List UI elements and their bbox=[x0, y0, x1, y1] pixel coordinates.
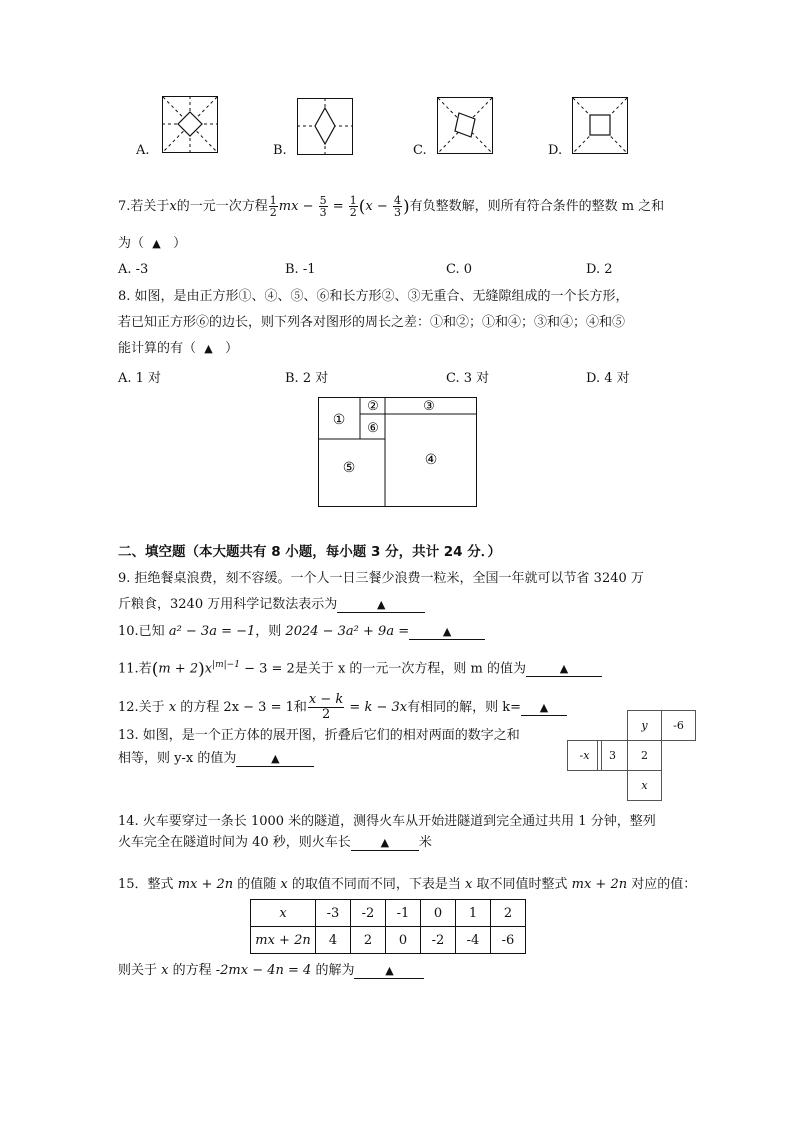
q6-figure-a bbox=[162, 96, 218, 153]
answer-marker: ▲ bbox=[204, 342, 213, 355]
fig-label-6: ⑥ bbox=[367, 421, 379, 436]
q7-line2: 为（ ▲ ） bbox=[118, 236, 187, 251]
q15-line1: 15．整式 mx + 2n 的值随 x 的取值不同而不同，下表是当 x 取不同值时整式 mx + 2n 对应的值： bbox=[118, 877, 697, 892]
table-row bbox=[251, 900, 526, 927]
q8-rectangle-figure bbox=[318, 397, 477, 507]
q13-answer-blank[interactable]: ▲ bbox=[236, 751, 314, 767]
q15-answer-blank[interactable]: ▲ bbox=[354, 963, 424, 979]
q9-line1: 9. 拒绝餐桌浪费，刻不容缓。一个人一日三餐少浪费一粒米，全国一年就可以节省 3240 万 bbox=[118, 571, 644, 586]
table-cell: -6 bbox=[491, 927, 526, 954]
cube-face-x: x bbox=[627, 770, 662, 801]
cube-face-y: y bbox=[627, 710, 662, 741]
q15-value-table bbox=[250, 899, 526, 954]
q6-option-c[interactable]: C. bbox=[413, 143, 427, 158]
q10-answer-blank[interactable]: ▲ bbox=[409, 624, 485, 640]
fig-label-2: ② bbox=[367, 399, 379, 414]
q8-option-d[interactable]: D. 4 对 bbox=[586, 371, 630, 386]
table-cell: 2 bbox=[351, 927, 386, 954]
q9-line2: 斤粮食，3240 万用科学记数法表示为 ▲ bbox=[118, 596, 425, 614]
folded-square-square bbox=[572, 97, 628, 154]
q6-figure-b bbox=[297, 98, 353, 155]
q8-line3: 能计算的有（ ▲ ） bbox=[118, 341, 239, 356]
q13-line1: 13. 如图，是一个正方体的展开图，折叠后它们的相对两面的数字之和 bbox=[118, 728, 520, 743]
table-cell: 2 bbox=[491, 900, 526, 927]
q6-option-d[interactable]: D. bbox=[548, 143, 563, 158]
q12-answer-blank[interactable]: ▲ bbox=[521, 700, 567, 716]
composite-rectangle bbox=[318, 397, 477, 507]
fig-label-1: ① bbox=[332, 412, 346, 428]
fig-label-3: ③ bbox=[423, 399, 435, 414]
q7-option-d[interactable]: D. 2 bbox=[586, 262, 613, 277]
table-cell: -3 bbox=[316, 900, 351, 927]
q8-line1: 8. 如图，是由正方形①、④、⑤、⑥和长方形②、③无重合、无缝隙组成的一个长方形， bbox=[118, 289, 629, 304]
answer-marker: ▲ bbox=[152, 237, 161, 250]
q6-option-b[interactable]: B. bbox=[273, 143, 287, 158]
folded-square-diamond-small bbox=[162, 96, 218, 153]
cube-face-neg6: -6 bbox=[661, 710, 696, 741]
q6-figure-d bbox=[572, 97, 628, 154]
table-cell: 1 bbox=[456, 900, 491, 927]
table-head-x: x bbox=[251, 900, 316, 927]
q7-equation: $\frac{1}{2}$ mx − $\frac{5}{3}$ = $\frac{1}{2}$ (x − $\frac{4}{3}$ ) bbox=[269, 194, 410, 219]
q6-figure-c bbox=[437, 97, 493, 154]
q13-cube-net bbox=[567, 710, 687, 802]
cube-face-3: 3 bbox=[597, 740, 628, 771]
q7-line1: 7.若关于x的一元一次方程 $\frac{1}{2}$ mx − $\frac{5}{3}$ = $\frac{1}{2}$ (x − $\frac{4}{3}$ )有负整数解，则所有符合条件的整数 m 之和 bbox=[118, 194, 665, 219]
q11-line: 11.若$(m + 2)x^{|m|-1} - 3 = 2$是关于 x 的一元一次方程，则 m 的值为 ▲ bbox=[118, 656, 602, 678]
q14-line2: 火车完全在隧道时间为 40 秒，则火车长 ▲ 米 bbox=[118, 835, 432, 850]
section-title-fill-in: 二、填空题（本大题共有 8 小题，每小题 3 分，共计 24 分．） bbox=[118, 544, 502, 560]
table-cell: -2 bbox=[421, 927, 456, 954]
q10-line: 10.已知 a² − 3a = −1，则 2024 − 3a² + 9a = ▲ bbox=[118, 623, 485, 641]
q14-line1: 14. 火车要穿过一条长 1000 米的隧道，测得火车从开始进隧道到完全通过共用 1 分钟，整列 bbox=[118, 814, 656, 829]
table-cell: 0 bbox=[421, 900, 456, 927]
q8-option-c[interactable]: C. 3 对 bbox=[446, 371, 490, 386]
q8-option-a[interactable]: A. 1 对 bbox=[118, 371, 162, 386]
q6-option-a[interactable]: A. bbox=[136, 143, 150, 158]
table-cell: 4 bbox=[316, 927, 351, 954]
q11-answer-blank[interactable]: ▲ bbox=[526, 661, 602, 677]
q12-line: 12.关于 x 的方程 2x − 3 = 1和 $\frac{x - k}{2}$ = k − 3x有相同的解，则 k= ▲ bbox=[118, 693, 567, 722]
table-cell: -2 bbox=[351, 900, 386, 927]
cube-face-2: 2 bbox=[627, 740, 662, 771]
q14-answer-blank[interactable]: ▲ bbox=[351, 835, 419, 851]
q9-answer-blank[interactable]: ▲ bbox=[337, 597, 425, 613]
table-cell: -1 bbox=[386, 900, 421, 927]
table-cell: -4 bbox=[456, 927, 491, 954]
table-row bbox=[251, 927, 526, 954]
table-cell: 0 bbox=[386, 927, 421, 954]
folded-square-rhombus-tilted bbox=[437, 97, 493, 154]
table-head-expr: mx + 2n bbox=[251, 927, 316, 954]
fig-label-5: ⑤ bbox=[342, 460, 356, 476]
q15-line2: 则关于 x 的方程 -2mx − 4n = 4 的解为 ▲ bbox=[118, 962, 424, 980]
folded-square-diamond-tall bbox=[297, 98, 353, 155]
q13-line2: 相等，则 y-x 的值为 ▲ bbox=[118, 750, 314, 768]
q7-option-a[interactable]: A. -3 bbox=[118, 262, 149, 277]
q8-option-b[interactable]: B. 2 对 bbox=[285, 371, 329, 386]
q8-line2: 若已知正方形⑥的边长，则下列各对图形的周长之差：①和②；①和④；③和④；④和⑤ bbox=[118, 315, 626, 330]
cube-face-negx: -x bbox=[567, 740, 602, 771]
q7-option-b[interactable]: B. -1 bbox=[285, 262, 316, 277]
fig-label-4: ④ bbox=[424, 452, 438, 468]
q7-option-c[interactable]: C. 0 bbox=[446, 262, 473, 277]
